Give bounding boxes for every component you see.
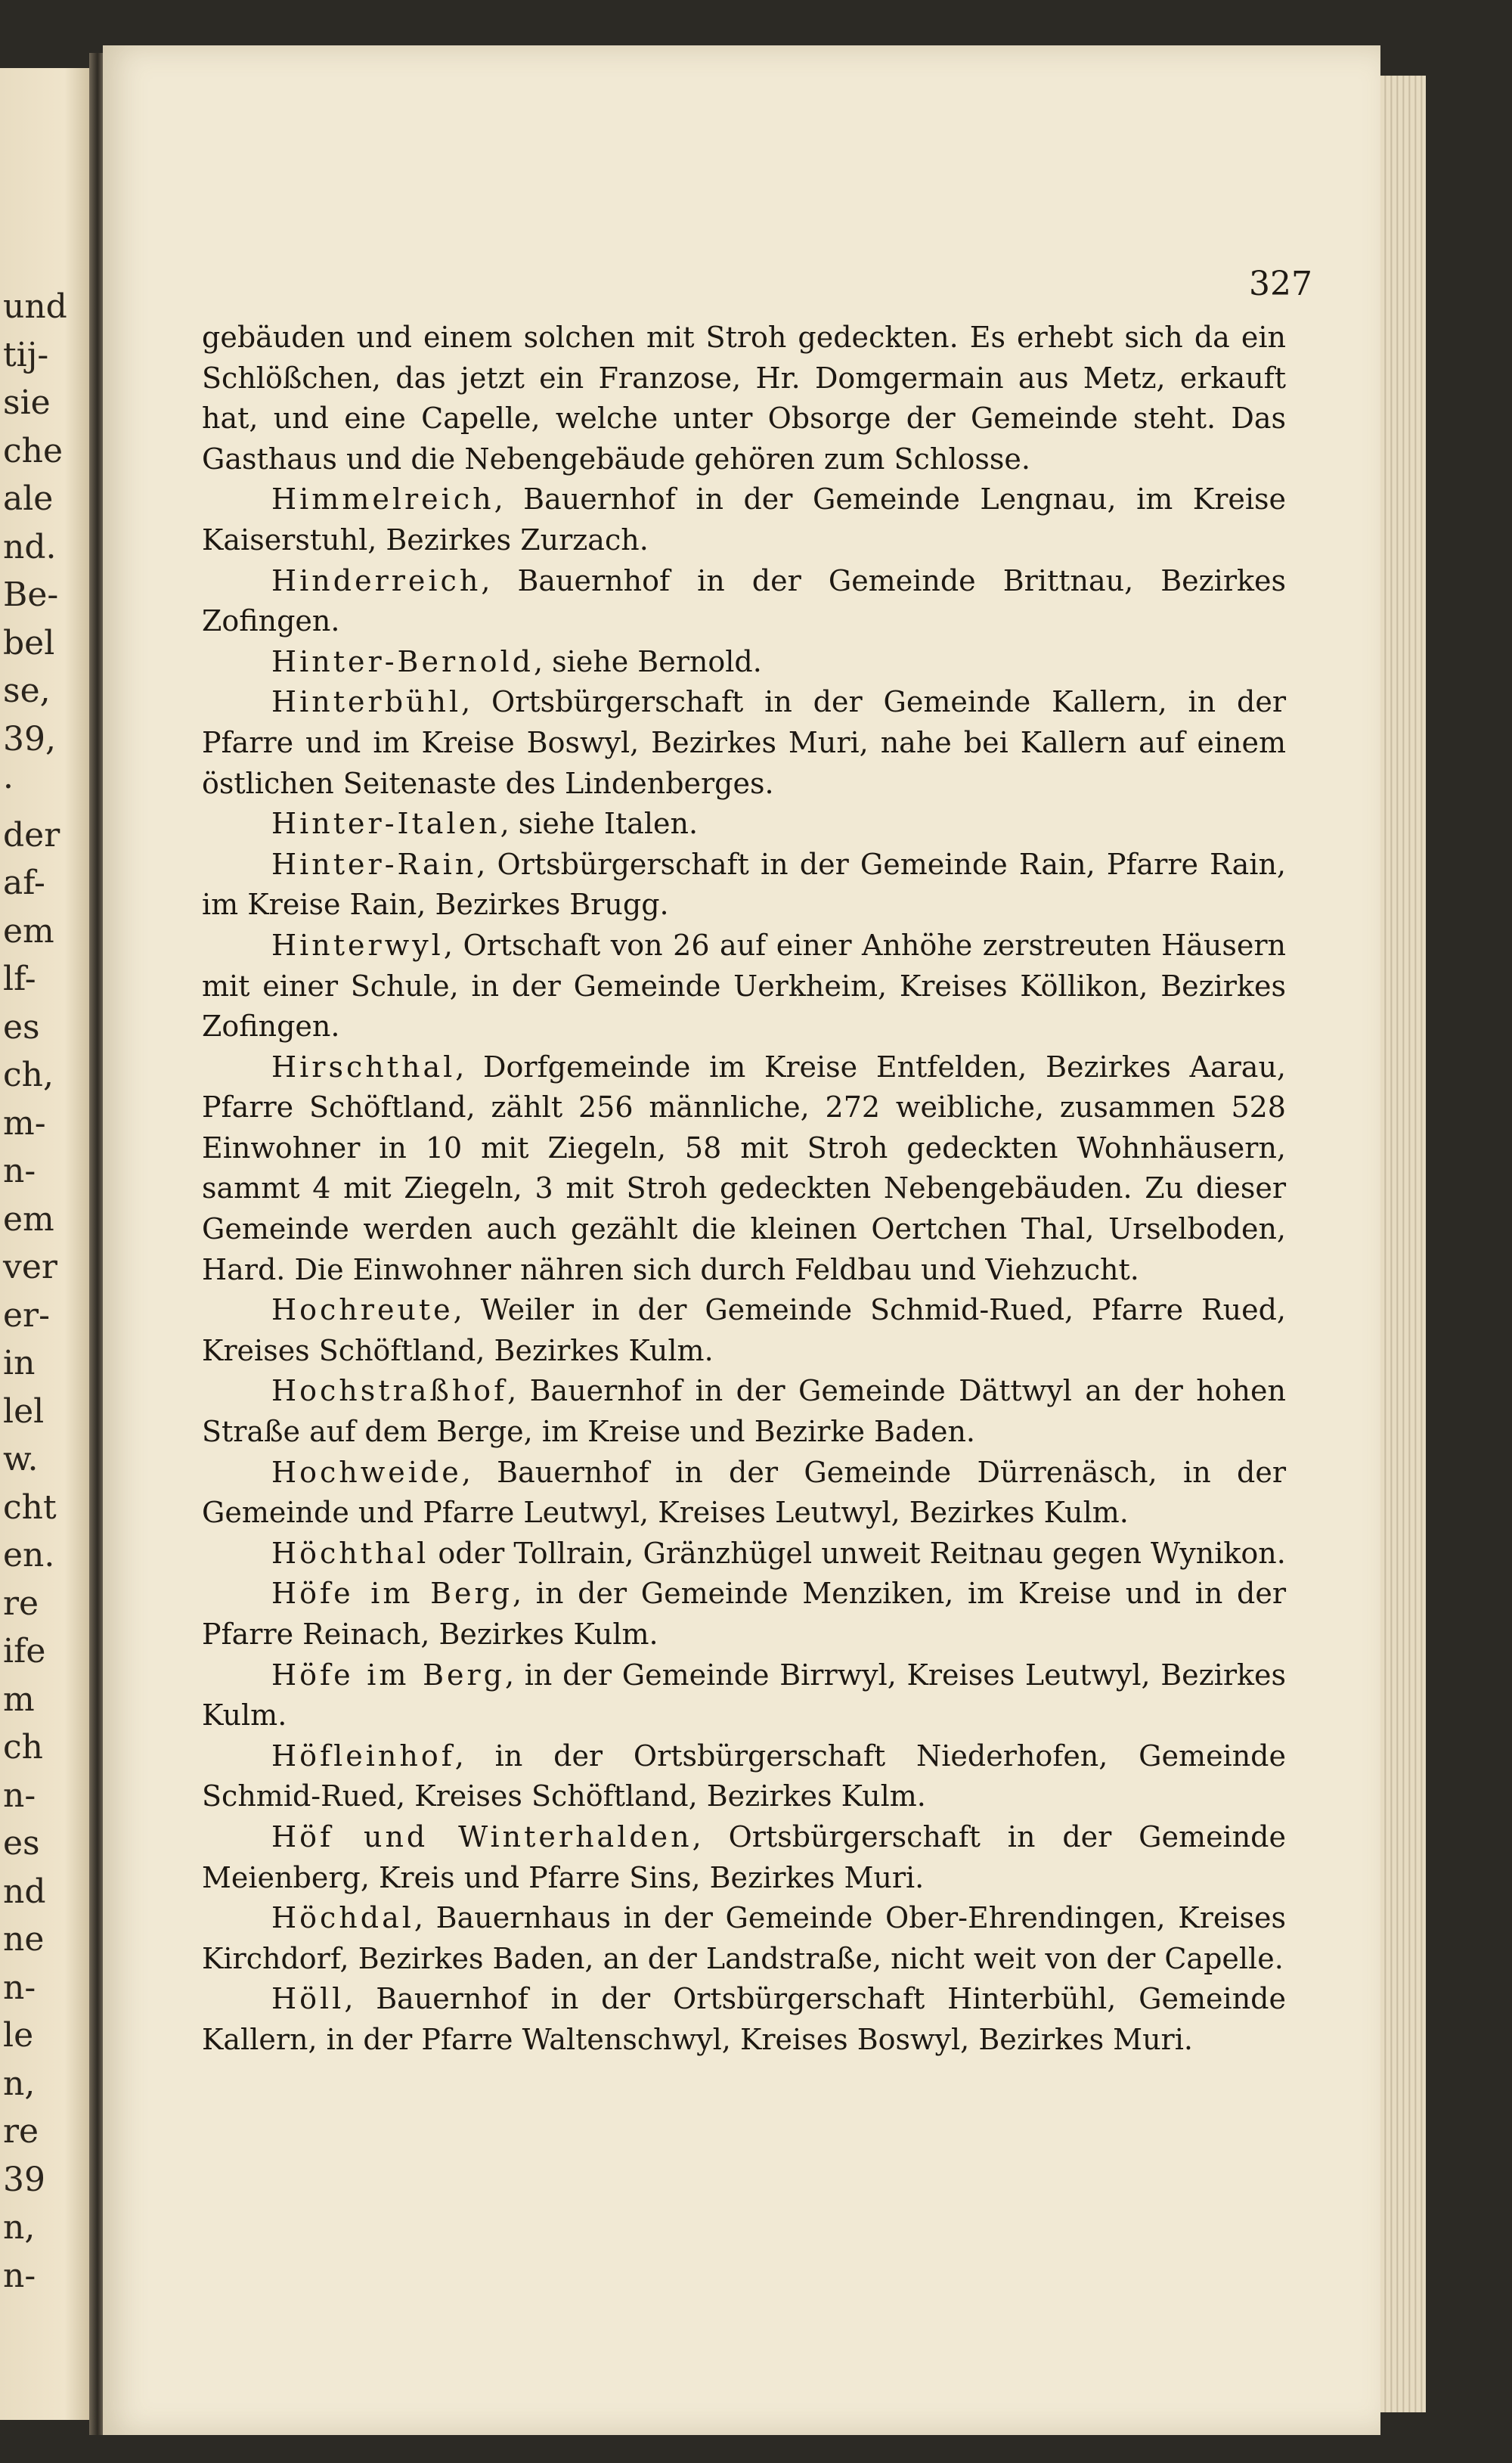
- entry-headword: Höfleinhof: [271, 1739, 455, 1773]
- left-page-fragment: 39: [3, 2160, 45, 2199]
- entry-headword: Hirschthal: [271, 1050, 456, 1084]
- gazetteer-entry: [202, 479, 1286, 560]
- left-page-fragment: af-: [3, 864, 45, 902]
- gazetteer-entry: [202, 1290, 1286, 1371]
- left-page-fragment: ·: [3, 768, 14, 806]
- entry-headword: Hochstraßhof: [271, 1374, 508, 1408]
- left-page-fragment: che: [3, 431, 64, 470]
- left-page-fragment: lel: [3, 1391, 45, 1431]
- left-page-fragment: in: [3, 1344, 36, 1382]
- entry-text: , Bauernhaus in der Gemeinde Ober-Ehrendingen, Kreises Kirchdorf, Bezirkes Baden, an der Landstraße, nicht weit von der Capelle.: [202, 1901, 1286, 1975]
- left-page-fragment: cht: [3, 1487, 57, 1527]
- entry-headword: Hinter-Bernold: [271, 644, 534, 678]
- gazetteer-entry: [202, 642, 1286, 683]
- left-page-fragment: nd.: [3, 527, 57, 566]
- left-page-fragment: n,: [3, 2208, 36, 2247]
- gazetteer-entry: [202, 1574, 1286, 1655]
- left-page-fragment: en.: [3, 1536, 55, 1574]
- left-page-fragment: ne: [3, 1920, 45, 1959]
- left-page-fragment: re: [3, 1584, 39, 1623]
- left-page-fragment: lf-: [3, 960, 36, 998]
- left-page-fragment: ife: [3, 1632, 46, 1670]
- entry-text: , Ortsbürgerschaft in der Gemeinde Meienberg, Kreis und Pfarre Sins, Bezirkes Muri.: [202, 1819, 1286, 1894]
- left-page-fragment: ch: [3, 1728, 43, 1767]
- entry-text: , Bauernhof in der Gemeinde Lengnau, im Kreise Kaiserstuhl, Bezirkes Zurzach.: [202, 482, 1286, 557]
- gazetteer-entry: [202, 1047, 1286, 1291]
- left-page-fragment: nd: [3, 1872, 46, 1911]
- left-page-fragment: n-: [3, 1152, 36, 1190]
- left-page-fragment: ch,: [3, 1056, 54, 1094]
- entry-text: gebäuden und einem solchen mit Stroh gedeckten. Es erhebt sich da ein Schlößchen, das jetzt ein Franzose, Hr. Domgermain aus Metz, erkauft hat, und eine Capelle, welche unter Obsorge der Gemeinde steht. Das Gasthaus und die Nebengebäude gehören zum Schlosse.: [202, 321, 1286, 476]
- left-page-fragment: der: [3, 815, 60, 855]
- gazetteer-entry: [202, 1898, 1286, 1979]
- entry-text: , in der Gemeinde Menziken, im Kreise und in der Pfarre Reinach, Bezirkes Kulm.: [202, 1577, 1286, 1651]
- gazetteer-entry: [202, 1736, 1286, 1817]
- gazetteer-entry: [202, 561, 1286, 642]
- left-page-fragment: tij-: [3, 335, 49, 374]
- left-page-fragment: em: [3, 1199, 54, 1239]
- entry-headword: Hinterwyl: [271, 928, 444, 962]
- entry-headword: Höfe im Berg: [271, 1658, 506, 1692]
- left-page-fragment: ale: [3, 479, 54, 518]
- entry-headword: Himmelreich: [271, 482, 494, 516]
- left-page-fragment: le: [3, 2016, 34, 2055]
- left-page-fragment: ver: [3, 1248, 57, 1286]
- entry-text: , in der Gemeinde Birrwyl, Kreises Leutwyl, Bezirkes Kulm.: [202, 1658, 1286, 1732]
- entry-text: , in der Ortsbürgerschaft Niederhofen, Gemeinde Schmid-Rued, Kreises Schöftland, Bezirkes Kulm.: [202, 1739, 1286, 1813]
- page-number: 327: [1249, 265, 1312, 303]
- gazetteer-entry: [202, 1655, 1286, 1736]
- entry-headword: Höf und Winterhalden: [271, 1819, 692, 1853]
- left-page-fragment: n-: [3, 1776, 36, 1815]
- gazetteer-entry: [202, 1979, 1286, 2060]
- entry-text: , Ortsbürgerschaft in der Gemeinde Kallern, in der Pfarre und im Kreise Boswyl, Bezirkes Muri, nahe bei Kallern auf einem östlichen Seitenaste des Lindenberges.: [202, 685, 1286, 800]
- left-page-fragment: se,: [3, 672, 51, 710]
- left-page-fragment: w.: [3, 1440, 39, 1478]
- gazetteer-entry: [202, 1453, 1286, 1534]
- entry-text: oder Tollrain, Gränzhügel unweit Reitnau gegen Wynikon.: [429, 1536, 1286, 1570]
- entry-text: , Bauernhof in der Gemeinde Brittnau, Bezirkes Zofingen.: [202, 563, 1286, 638]
- left-page-fragment: n-: [3, 1968, 36, 2007]
- gazetteer-entry: [202, 845, 1286, 926]
- entry-headword: Hinterbühl: [271, 685, 462, 719]
- entry-text: , Dorfgemeinde im Kreise Entfelden, Bezirkes Aarau, Pfarre Schöftland, zählt 256 männliche, 272 weibliche, zusammen 528 Einwohner in 10 mit Ziegeln, 58 mit Stroh gedeckten Wohnhäusern, sammt 4 mit Ziegeln, 3 mit Stroh gedeckten Nebengebäuden. Zu dieser Gemeinde werden auch gezählt die kleinen Oertchen Thal, Urselboden, Hard. Die Einwohner nähren sich durch Feldbau und Viehzucht.: [202, 1050, 1286, 1286]
- entry-text: , siehe Bernold.: [533, 644, 762, 678]
- left-page-fragment: em: [3, 911, 54, 951]
- left-page-fragment: 39,: [3, 719, 56, 758]
- left-page-fragment: Be-: [3, 575, 59, 614]
- entry-headword: Höll: [271, 1982, 345, 2016]
- gazetteer-entry: [202, 804, 1286, 845]
- left-page-fragment: n,: [3, 2064, 36, 2103]
- entry-headword: Hinter-Rain: [271, 847, 477, 881]
- left-page-edge: [0, 68, 92, 2420]
- gazetteer-entry: [202, 318, 1286, 479]
- gazetteer-entry: [202, 682, 1286, 804]
- page-text: [202, 318, 1286, 2061]
- left-page-fragment: es: [3, 1007, 40, 1047]
- entry-headword: Höchthal: [271, 1536, 429, 1570]
- left-page-fragment: sie: [3, 383, 51, 422]
- page-stack-edge: [1380, 76, 1426, 2412]
- entry-text: , siehe Italen.: [500, 807, 699, 841]
- left-page-fragment: und: [3, 287, 67, 326]
- book-page: [103, 45, 1380, 2435]
- entry-text: , Weiler in der Gemeinde Schmid-Rued, Pfarre Rued, Kreises Schöftland, Bezirkes Kulm.: [202, 1293, 1286, 1367]
- entry-text: , Bauernhof in der Gemeinde Dürrenäsch, in der Gemeinde und Pfarre Leutwyl, Kreises Leutwyl, Bezirkes Kulm.: [202, 1455, 1286, 1530]
- entry-headword: Hochweide: [271, 1455, 462, 1489]
- left-page-fragment: er-: [3, 1295, 50, 1335]
- entry-text: , Bauernhof in der Gemeinde Dättwyl an der hohen Straße auf dem Berge, im Kreise und Bezirke Baden.: [202, 1374, 1286, 1449]
- left-page-fragment: m: [3, 1680, 35, 1719]
- entry-text: , Ortschaft von 26 auf einer Anhöhe zerstreuten Häusern mit einer Schule, in der Gemeinde Uerkheim, Kreises Köllikon, Bezirkes Zofingen.: [202, 928, 1286, 1044]
- entry-text: , Bauernhof in der Ortsbürgerschaft Hinterbühl, Gemeinde Kallern, in der Pfarre Waltenschwyl, Kreises Boswyl, Bezirkes Muri.: [202, 1982, 1286, 2056]
- entry-headword: Höfe im Berg: [271, 1577, 513, 1611]
- entry-headword: Hochreute: [271, 1293, 454, 1327]
- left-page-fragment: bel: [3, 623, 55, 662]
- entry-text: , Ortsbürgerschaft in der Gemeinde Rain, Pfarre Rain, im Kreise Rain, Bezirkes Brugg.: [202, 847, 1286, 922]
- left-page-fragment: re: [3, 2112, 39, 2151]
- entry-headword: Hinter-Italen: [271, 807, 500, 841]
- left-page-fragment: n-: [3, 2256, 36, 2295]
- gazetteer-entry: [202, 1534, 1286, 1574]
- left-page-fragment: m-: [3, 1103, 46, 1143]
- left-page-fragment: es: [3, 1824, 40, 1863]
- gazetteer-entry: [202, 1371, 1286, 1452]
- entry-headword: Hinderreich: [271, 563, 482, 597]
- gazetteer-entry: [202, 926, 1286, 1047]
- entry-headword: Höchdal: [271, 1901, 414, 1935]
- gazetteer-entry: [202, 1817, 1286, 1898]
